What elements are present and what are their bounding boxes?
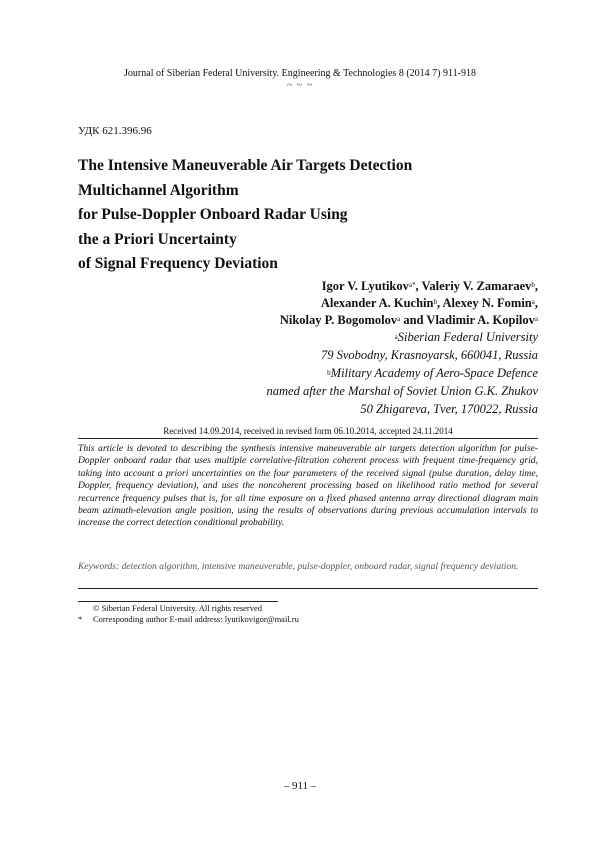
author-affil-mark: a — [531, 298, 535, 306]
affil-mark: a — [394, 333, 398, 341]
author-affil-mark: a* — [408, 281, 416, 289]
footnote-star: * — [78, 614, 83, 624]
author-name: Alexander A. Kuchin — [320, 296, 434, 310]
author-conjunction: and — [403, 313, 424, 327]
abstract-top-rule — [78, 438, 538, 439]
author-affil-mark: a — [397, 315, 401, 323]
corresponding-text: Corresponding author E-mail address: lyutikovigor@mail.ru — [93, 614, 299, 624]
author-list — [78, 278, 538, 329]
corresponding-footnote — [78, 614, 299, 624]
udc-code: УДК 621.396.96 — [78, 125, 152, 137]
affiliation-name: Military Academy of Aero-Space Defence — [330, 366, 538, 380]
title-line: the a Priori Uncertainty — [78, 230, 237, 248]
author-affil-mark: b — [531, 281, 535, 289]
page-number: – 911 – — [283, 780, 317, 792]
keywords — [78, 561, 538, 573]
author-name: Nikolay P. Bogomolov — [279, 313, 398, 327]
keywords-label: Keywords: — [78, 561, 120, 572]
abstract: This article is devoted to describing the synthesis intensive maneuverable air targets detection algorithm for pulse-Doppler onboard radar that uses multiple correlative-filtration coherent process with frequent time-frequency grid, taking into account a priori uncertainties on the four parameters of the received signal (pulse duration, delay time, Doppler, frequency deviation), and uses the noncoherent processing based on likelihood ratio method for several recurrence frequency pulses that is, for all time exposure on a fixed phased antenna array directional diagram main beam azimuth-elevation angle position, using the results of observations during previous accumulation intervals to increase the correct detection conditional probability. — [78, 443, 538, 529]
received-dates: Received 14.09.2014, received in revised form 06.10.2014, accepted 24.11.2014 — [163, 426, 453, 436]
affiliation-address: 50 Zhigareva, Tver, 170022, Russia — [360, 402, 538, 416]
footnote-rule — [78, 601, 278, 602]
title-line: The Intensive Maneuverable Air Targets Detection — [78, 157, 413, 174]
affiliation-line — [78, 328, 538, 346]
keywords-text: detection algorithm, intensive maneuverable, pulse-doppler, onboard radar, signal frequency deviation. — [121, 561, 519, 572]
header-separator: ~ ~ ~ — [286, 80, 314, 91]
affil-mark: b — [327, 369, 331, 377]
title-line: Multichannel Algorithm — [78, 181, 239, 199]
affiliation-list — [78, 328, 538, 418]
journal-header: Journal of Siberian Federal University. Engineering & Technologies 8 (2014 7) 911-918 — [124, 68, 476, 79]
author-name: Valeriy V. Zamaraev — [421, 279, 532, 293]
copyright-footnote: © Siberian Federal University. All rights reserved — [93, 603, 263, 613]
title-line: for Pulse-Doppler Onboard Radar Using — [78, 206, 348, 223]
affiliation-line — [78, 364, 538, 382]
author-affil-mark: b — [433, 298, 437, 306]
author-name: Igor V. Lyutikov — [321, 279, 409, 293]
author-name: Alexey N. Fomin — [442, 296, 532, 310]
author-line: Alexander A. Kuchin$^b$, Alexey N. Fomin$^a$, — [320, 296, 538, 310]
author-name: Vladimir A. Kopilov — [426, 313, 535, 327]
author-line — [78, 312, 538, 329]
affiliation-address: 79 Svobodny, Krasnoyarsk, 660041, Russia — [320, 348, 538, 362]
abstract-bottom-rule — [78, 588, 538, 589]
affiliation-name: Siberian Federal University — [397, 330, 538, 344]
author-affil-mark: a — [534, 315, 538, 323]
author-line: Igor V. Lyutikov$^{a*}$, Valeriy V. Zamaraev$^b$, — [321, 279, 538, 293]
paper-title — [78, 154, 498, 277]
title-line: of Signal Frequency Deviation — [78, 255, 278, 272]
affiliation-name-cont: named after the Marshal of Soviet Union G.K. Zhukov — [266, 384, 538, 398]
